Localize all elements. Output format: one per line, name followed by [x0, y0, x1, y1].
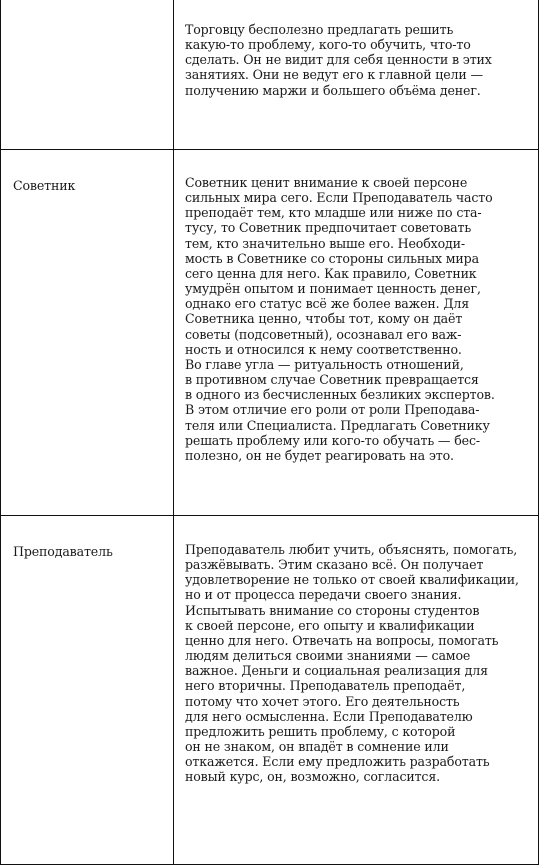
- description-line: он не знаком, он впадёт в сомнение или: [185, 739, 449, 755]
- description-line: Во главе угла — ритуальность отношений,: [185, 356, 464, 372]
- description-line: советы (подсоветный), осознавал его важ-: [185, 326, 462, 342]
- role-description-cell: [174, 0, 539, 150]
- table-row: [1, 0, 539, 150]
- description-line: ность и относился к нему соответственно.: [185, 341, 462, 357]
- description-line: удовлетворение не только от своей квалификации,: [185, 572, 519, 588]
- description-line: Испытывать внимание со стороны студентов: [185, 602, 480, 618]
- description-line: умудрён опытом и понимает ценность денег,: [185, 281, 481, 297]
- description-line: в одного из бесчисленных безликих экспертов.: [185, 387, 495, 403]
- description-line: потому что хочет этого. Его деятельность: [185, 693, 460, 709]
- description-line: тусу, то Советник предпочитает советовать: [185, 220, 472, 236]
- description-line: откажется. Если ему предложить разработать: [185, 754, 490, 770]
- description-line: предложить решить проблему, с которой: [185, 723, 456, 739]
- role-name: Советник: [13, 178, 76, 193]
- description-line: но и от процесса передачи своего знания.: [185, 587, 462, 603]
- description-line: Советник ценит внимание к своей персоне: [185, 175, 468, 190]
- description-line: людям делиться своими знаниями — самое: [185, 648, 471, 664]
- description-line: мость в Советнике со стороны сильных мира: [185, 250, 479, 266]
- description-line: тем, кто значительно выше его. Необходи-: [185, 235, 465, 251]
- role-name-cell: [1, 150, 174, 516]
- description-line: Торговцу бесполезно предлагать решить: [185, 22, 454, 37]
- description-line: теля или Специалиста. Предлагать Советнику: [185, 417, 490, 433]
- description-line: В этом отличие его роли от роли Преподава-: [185, 402, 480, 418]
- description-line: к своей персоне, его опыту и квалификации: [185, 617, 475, 633]
- description-line: получению маржи и большего объёма денег.: [185, 82, 481, 98]
- description-line: Преподаватель любит учить, объяснять, помогать,: [185, 542, 518, 557]
- description-line: занятиях. Они не ведут его к главной цели —: [185, 67, 483, 83]
- description-line: сделать. Он не видит для себя ценности в этих: [185, 52, 492, 68]
- description-line: для него осмысленна. Если Преподавателю: [185, 708, 473, 724]
- description-line: важное. Деньги и социальная реализация для: [185, 663, 488, 679]
- table-row: [1, 516, 539, 865]
- description-line: ценно для него. Отвечать на вопросы, помогать: [185, 632, 499, 648]
- description-line: в противном случае Советник превращается: [185, 372, 479, 388]
- role-name-cell: [1, 0, 174, 150]
- role-description-cell: [174, 150, 539, 516]
- description-line: решать проблему или кого-то обучать — бес-: [185, 432, 480, 448]
- description-line: полезно, он не будет реагировать на это.: [185, 447, 454, 463]
- description-line: него вторичны. Преподаватель преподаёт,: [185, 678, 466, 694]
- role-name-cell: [1, 516, 174, 865]
- description-line: новый курс, он, возможно, согласится.: [185, 769, 440, 785]
- description-line: какую-то проблему, кого-то обучить, что-то: [185, 37, 471, 53]
- description-line: Советника ценно, чтобы тот, кому он даёт: [185, 311, 463, 327]
- description-line: разжёвывать. Этим сказано всё. Он получает: [185, 557, 484, 573]
- role-description-cell: [174, 516, 539, 865]
- role-name: Преподаватель: [13, 544, 113, 559]
- description-line: сего ценна для него. Как правило, Советник: [185, 265, 477, 281]
- description-line: преподаёт тем, кто младше или ниже по ста-: [185, 205, 482, 221]
- description-line: однако его статус всё же более важен. Для: [185, 296, 470, 312]
- table-row: [1, 150, 539, 516]
- description-line: сильных мира сего. Если Преподаватель часто: [185, 190, 493, 206]
